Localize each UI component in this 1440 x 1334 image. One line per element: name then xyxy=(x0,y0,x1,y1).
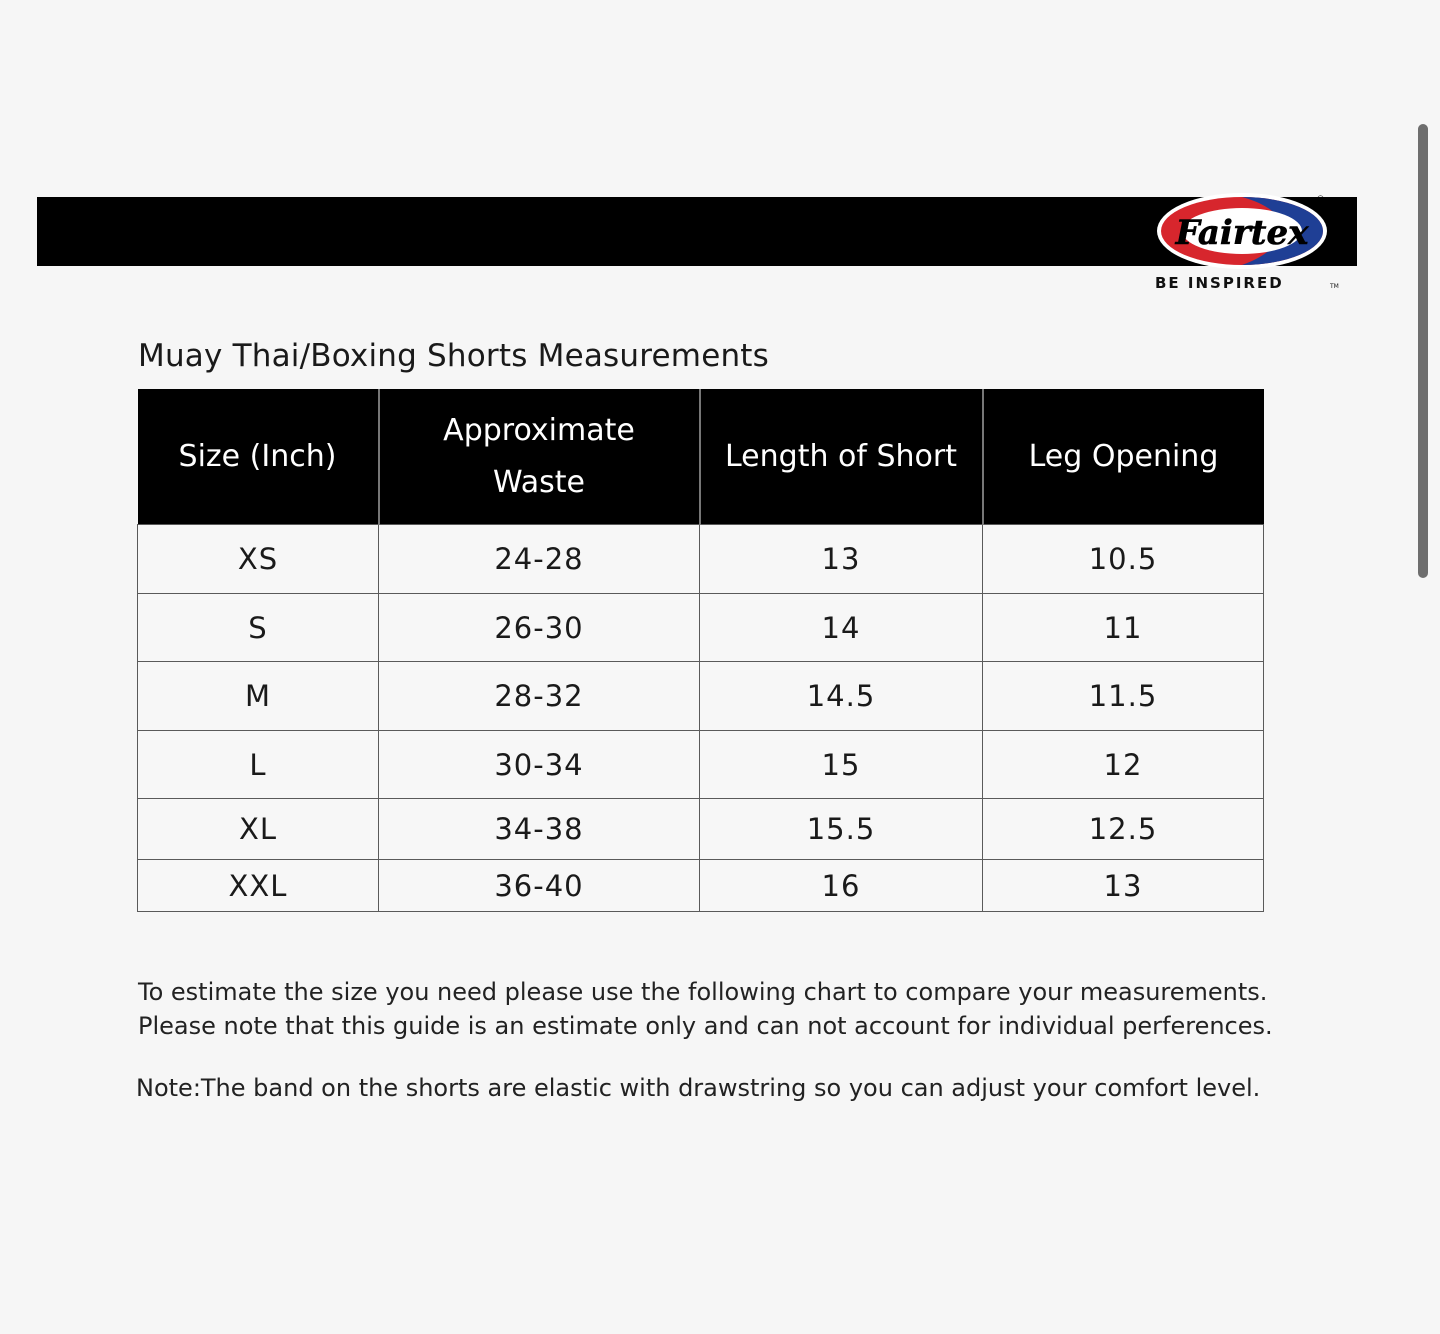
cell-leg: 11 xyxy=(983,594,1264,662)
logo-tagline: BE INSPIRED xyxy=(1155,274,1284,292)
registered-mark: ® xyxy=(1316,195,1325,205)
table-row xyxy=(138,731,1264,799)
cell-size: S xyxy=(138,594,379,662)
cell-length: 16 xyxy=(700,860,983,912)
header-leg-opening: Leg Opening xyxy=(983,389,1264,525)
cell-length: 15.5 xyxy=(700,799,983,860)
table-row xyxy=(138,662,1264,731)
table-header-row xyxy=(138,389,1264,525)
cell-leg: 12.5 xyxy=(983,799,1264,860)
instruction-line-1: To estimate the size you need please use the following chart to compare your measurements. xyxy=(138,978,1268,1006)
table-row xyxy=(138,594,1264,662)
vertical-scrollbar[interactable] xyxy=(1418,124,1428,578)
cell-waist: 26-30 xyxy=(379,594,700,662)
cell-length: 14.5 xyxy=(700,662,983,731)
cell-length: 14 xyxy=(700,594,983,662)
header-waist-line1: Approximate xyxy=(443,412,635,448)
header-waist-line2: Waste xyxy=(493,464,585,500)
cell-length: 13 xyxy=(700,525,983,594)
size-chart-table xyxy=(137,389,1264,912)
cell-leg: 13 xyxy=(983,860,1264,912)
cell-waist: 28-32 xyxy=(379,662,700,731)
cell-size: M xyxy=(138,662,379,731)
cell-size: L xyxy=(138,731,379,799)
cell-leg: 10.5 xyxy=(983,525,1264,594)
cell-leg: 11.5 xyxy=(983,662,1264,731)
table-row xyxy=(138,860,1264,912)
elastic-band-note: Note:The band on the shorts are elastic with drawstring so you can adjust your comfort level. xyxy=(136,1074,1261,1102)
cell-size: XS xyxy=(138,525,379,594)
fairtex-logo xyxy=(1150,188,1350,298)
page-title: Muay Thai/Boxing Shorts Measurements xyxy=(138,338,770,374)
header-length: Length of Short xyxy=(700,389,983,525)
logo-wordmark: Fairtex xyxy=(1175,213,1309,253)
trademark-mark: TM xyxy=(1330,283,1339,290)
cell-waist: 24-28 xyxy=(379,525,700,594)
table-row xyxy=(138,525,1264,594)
cell-waist: 34-38 xyxy=(379,799,700,860)
cell-waist: 30-34 xyxy=(379,731,700,799)
sizing-instructions xyxy=(138,975,1273,1043)
instruction-line-2: Please note that this guide is an estimate only and can not account for individual perferences. xyxy=(138,1012,1273,1040)
header-waist xyxy=(379,389,700,525)
header-size: Size (Inch) xyxy=(138,389,379,525)
cell-size: XXL xyxy=(138,860,379,912)
cell-size: XL xyxy=(138,799,379,860)
cell-leg: 12 xyxy=(983,731,1264,799)
cell-waist: 36-40 xyxy=(379,860,700,912)
cell-length: 15 xyxy=(700,731,983,799)
table-row xyxy=(138,799,1264,860)
